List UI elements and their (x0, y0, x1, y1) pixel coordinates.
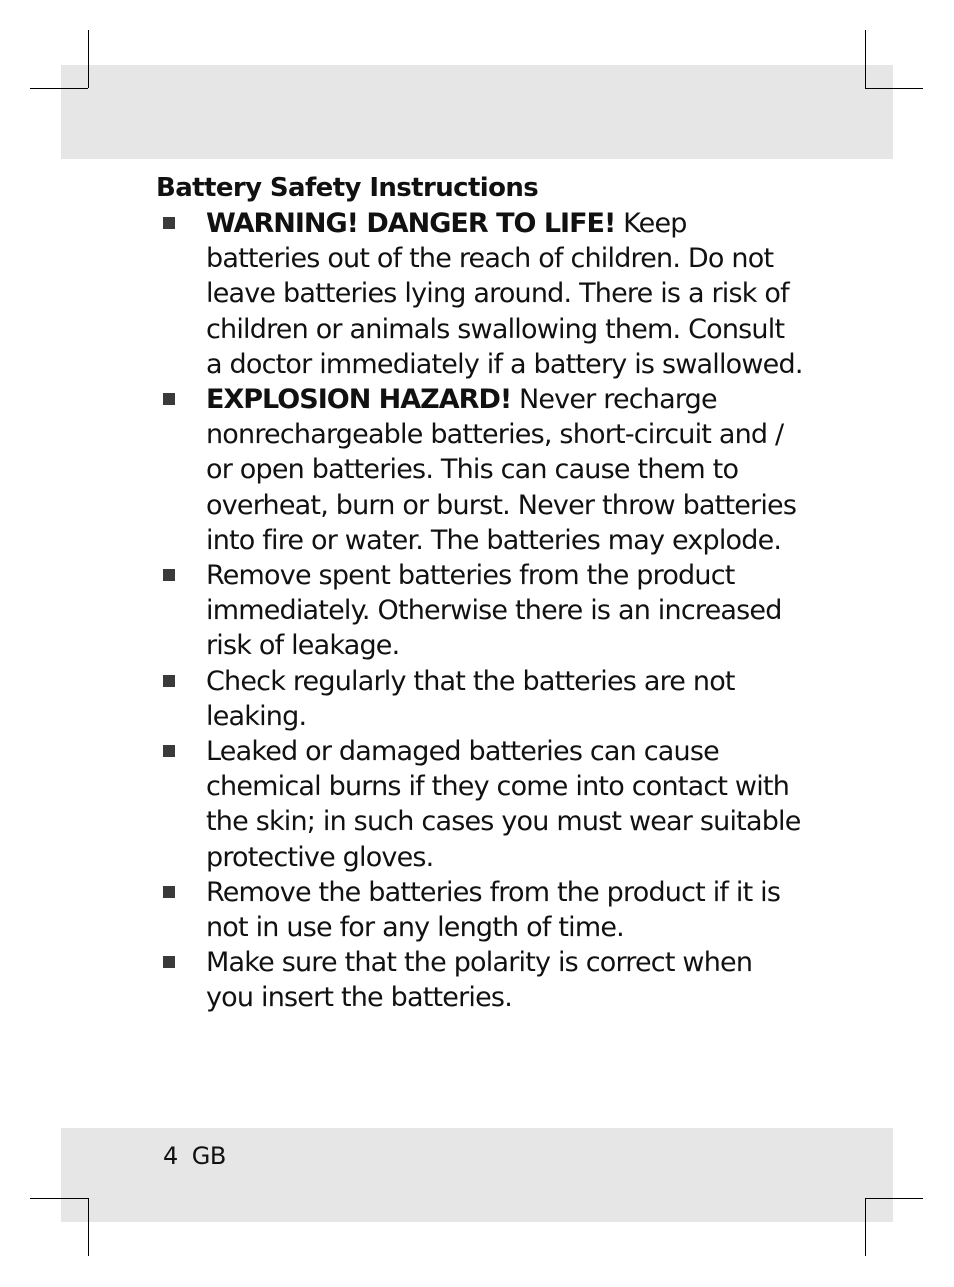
list-item (156, 382, 806, 558)
square-bullet-icon (163, 675, 175, 687)
crop-mark (865, 1198, 866, 1256)
crop-mark (865, 1198, 923, 1199)
page-footer (163, 1140, 226, 1172)
list-item (156, 875, 806, 945)
safety-section (156, 170, 806, 1016)
square-bullet-icon (163, 569, 175, 581)
square-bullet-icon (163, 745, 175, 757)
item-text: Leaked or damaged batteries can cause chemical burns if they come into contact with the skin; in such cases you must wear suitable protective gloves. (206, 736, 801, 873)
language-code: GB (191, 1142, 226, 1170)
crop-mark (30, 88, 88, 89)
crop-mark (88, 1198, 89, 1256)
page-number: 4 (163, 1142, 178, 1170)
section-heading: Battery Safety Instructions (156, 173, 539, 203)
list-item (156, 945, 806, 1015)
item-text: Check regularly that the batteries are not leaking. (206, 665, 735, 732)
item-text: Make sure that the polarity is correct when you insert the batteries. (206, 947, 753, 1014)
warning-label: EXPLOSION HAZARD! (206, 384, 512, 416)
item-text: Remove the batteries from the product if it is not in use for any length of time. (206, 876, 781, 944)
square-bullet-icon (163, 217, 175, 229)
list-item (156, 558, 806, 664)
header-band (61, 65, 893, 159)
square-bullet-icon (163, 956, 175, 968)
item-text: Remove spent batteries from the product immediately. Otherwise there is an increased risk of leakage. (206, 560, 782, 662)
list-item (156, 664, 806, 734)
square-bullet-icon (163, 886, 175, 898)
item-text: Keep batteries out of the reach of children. Do not leave batteries lying around. There is a risk of children or animals swallowing them. Consult a doctor immediately if a battery is swallowed. (206, 208, 803, 380)
safety-list (156, 206, 806, 1016)
list-item (156, 206, 806, 382)
square-bullet-icon (163, 393, 175, 405)
crop-mark (865, 30, 866, 88)
crop-mark (865, 88, 923, 89)
warning-label: WARNING! DANGER TO LIFE! (206, 208, 616, 239)
crop-mark (88, 30, 89, 88)
list-item (156, 734, 806, 875)
item-text: Never recharge nonrechargeable batteries, short-circuit and / or open batteries. This can cause them to overheat, burn or burst. Never throw batteries into fire or water. The batteries may explode. (206, 384, 797, 556)
crop-mark (30, 1198, 88, 1199)
